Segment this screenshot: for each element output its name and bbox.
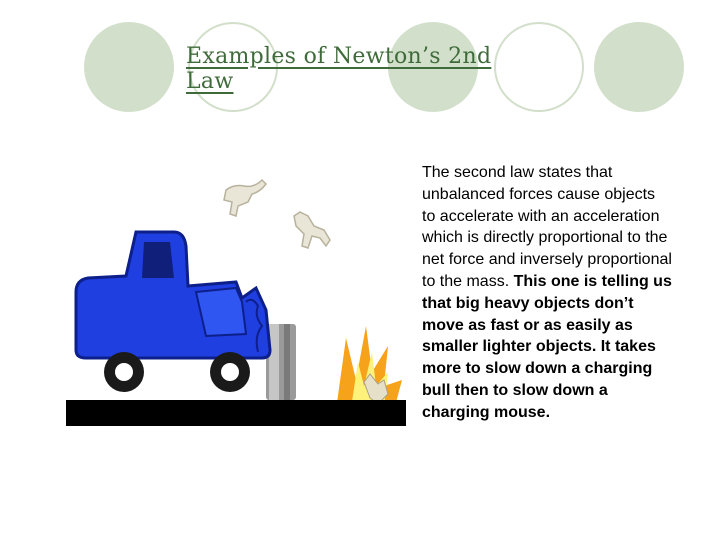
barrel-icon [266, 324, 296, 400]
truck-icon [76, 232, 270, 392]
decorative-circle [84, 22, 174, 112]
explosion-icon [336, 326, 402, 410]
body-text-bold: This one is telling us that big heavy objects don’t move as fast or as easily as smaller lighter objects. It takes more to slow down a charging bull then to slow down a charging mouse. [422, 272, 672, 421]
flying-figure-icon [294, 212, 330, 248]
flying-figure-icon [224, 180, 266, 216]
slide-title: Examples of Newton’s 2nd Law [186, 44, 492, 94]
slide-body-text [422, 162, 672, 424]
truck-crash-illustration [66, 172, 406, 426]
decorative-circle [594, 22, 684, 112]
ground-bar [66, 400, 406, 426]
body-text-normal: The second law states that unbalanced forces cause objects to accelerate with an acceleration which is directly proportional to the net force and inversely proportional to the mass. [422, 164, 672, 290]
